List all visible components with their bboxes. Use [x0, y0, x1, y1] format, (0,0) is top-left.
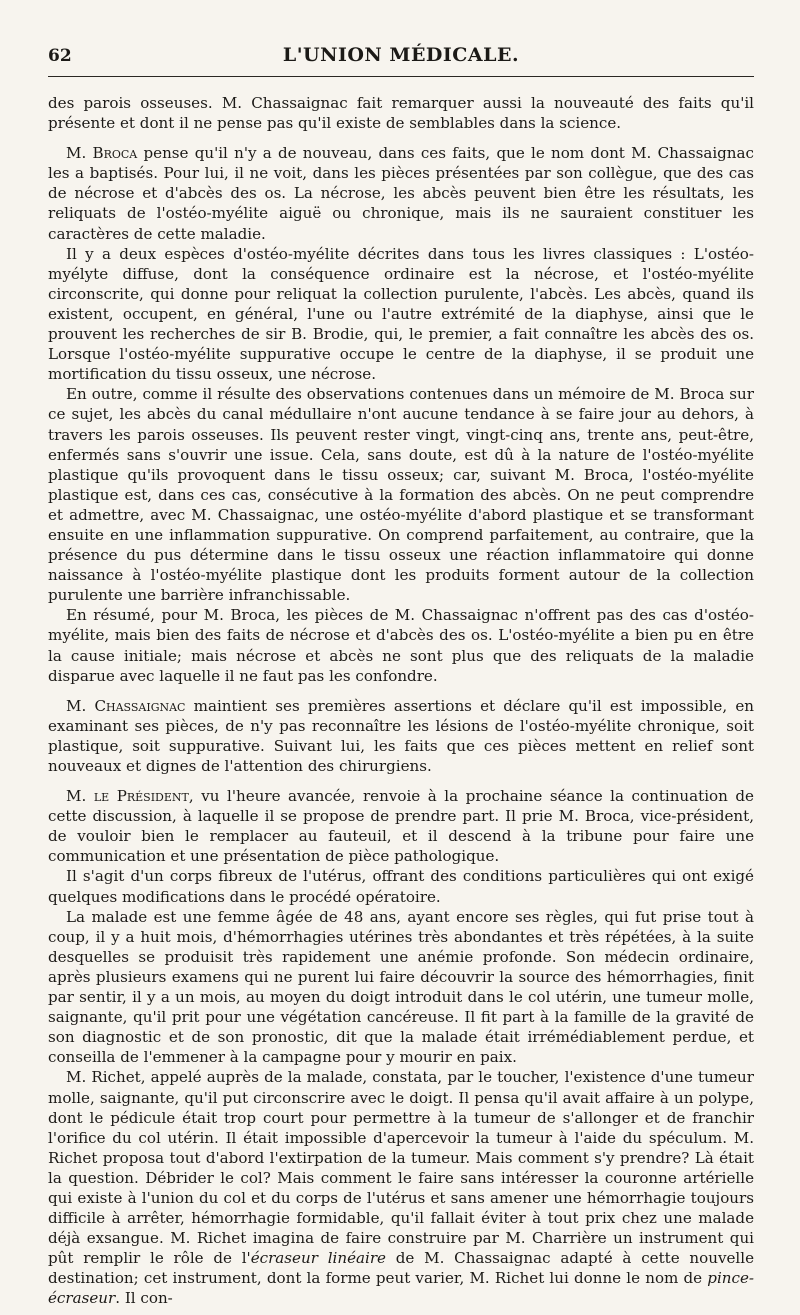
paragraph-text: pense qu'il n'y a de nouveau, dans ces faits, que le nom dont M. Chassaignac les a baptisés. Pour lui, il ne voit, dans les pièces présentées par son collègue, que des cas de nécrose et d'abcès des os. La nécrose, les abcès peuvent bien être les résultats, les reliquats de l'ostéo-myélite aiguë ou chronique, mais ils ne sauraient constituer les caractères de cette maladie.: [48, 144, 754, 243]
page-number: 62: [48, 46, 72, 66]
paragraph: [48, 786, 754, 866]
paragraph-text: de M. Chassaignac adapté à cette nouvelle destination; cet instrument, dont la forme peut varier, M. Richet lui donne le nom de: [48, 1249, 755, 1288]
paragraph-text: En outre, comme il résulte des observations contenues dans un mémoire de M. Broca sur ce sujet, les abcès du canal médullaire n'ont aucune tendance à se faire jour au dehors, à travers les parois osseuses. Ils peuvent rester vingt, vingt-cinq ans, trente ans, peut-être, enfermés sans s'ouvrir une issue. Cela, sans doute, est dû à la nature de l'ostéo-myélite plastique qu'ils provoquent dans le tissu osseux; car, suivant M. Broca, l'ostéo-myélite plastique est, dans ces cas, consécutive à la formation des abcès. On ne peut comprendre et admettre, avec M. Chassaignac, une ostéo-myélite d'abord plastique et se transformant ensuite en une inflammation suppurative. On comprend parfaitement, au contraire, que la présence du pus détermine dans le tissu osseux une réaction inflammatoire qui donne naissance à l'ostéo-myélite plastique dont les produits forment autour de la collection purulente une barrière infranchissable.: [48, 385, 754, 605]
paragraph-text: des parois osseuses. M. Chassaignac fait remarquer aussi la nouveauté des faits qu'il présente et dont il ne pense pas qu'il existe de semblables dans la science.: [48, 94, 754, 133]
paragraph: [48, 866, 754, 906]
emphasis-text: écraseur linéaire: [250, 1249, 386, 1268]
paragraph-text: La malade est une femme âgée de 48 ans, ayant encore ses règles, qui fut prise tout à coup, il y a huit mois, d'hémorrhagies utérines très abondantes et très répétées, à la suite desquelles se produisit très rapidement une anémie profonde. Son médecin ordinaire, après plusieurs examens qui ne purent lui faire découvrir la source des hémorrhagies, finit par sentir, il y a un mois, au moyen du doigt introduit dans le col utérin, une tumeur molle, saignante, qu'il prit pour une végétation cancéreuse. Il fit part à la famille de la gravité de son diagnostic et de son pronostic, dit que la malade était irrémédiablement perdue, et conseilla de l'emmener à la campagne pour y mourir en paix.: [48, 907, 754, 1067]
paragraph-text: Il y a deux espèces d'ostéo-myélite décrites dans tous les livres classiques : L'ostéo-myélyte diffuse, dont la conséquence ordinaire est la nécrose, et l'ostéo-myélite circonscrite, qui donne pour reliquat la collection purulente, l'abcès. Les abcès, quand ils existent, occupent, en général, l'une ou l'autre extrémité de la diaphyse, ainsi que le prouvent les recherches de sir B. Brodie, qui, le premier, a fait connaître les abcès des os. Lorsque l'ostéo-myélite suppurative occupe le centre de la diaphyse, il se produit une mortification du tissu osseux, une nécrose.: [48, 244, 754, 384]
paragraph-text: maintient ses premières assertions et déclare qu'il est impossible, en examinant ses pièces, de n'y pas reconnaître les lésions de l'ostéo-myélite chronique, soit plastique, soit suppurative. Suivant lui, les faits que ces pièces mettent en relief sont nouveaux et dignes de l'attention des chirurgiens.: [48, 696, 754, 775]
paragraph: [48, 1067, 754, 1308]
paragraph: [48, 244, 754, 385]
speaker-name: Chassaignac: [94, 696, 186, 715]
paragraph: [48, 605, 754, 685]
speaker-name: Broca: [92, 144, 138, 163]
paragraph: [48, 143, 754, 243]
paragraph: [48, 384, 754, 605]
paragraph-text: M. Richet, appelé auprès de la malade, constata, par le toucher, l'existence d'une tumeur molle, saignante, qu'il put circonscrire avec le doigt. Il pensa qu'il avait affaire à un polype, dont le pédicule était trop court pour permettre à la tumeur de s'allonger et de franchir l'orifice du col utérin. Il était impossible d'apercevoir la tumeur à l'aide du spéculum. M. Richet proposa tout d'abord l'extirpation de la tumeur. Mais comment s'y prendre? Là était la question. Débrider le col? Mais comment le faire sans intéresser la couronne artérielle qui existe à l'union du col et du corps de l'utérus et sans amener une hémorrhagie toujours difficile à arrêter, hémorrhagie formidable, qu'il fallait éviter à tout prix chez une malade déjà exsangue. M. Richet imagina de faire construire par M. Charrière un instrument qui pût remplir le rôle de l': [48, 1068, 754, 1268]
paragraph-text: M.: [66, 696, 95, 715]
paragraph: [48, 696, 754, 776]
paragraph-text: . Il con-: [115, 1289, 173, 1308]
emphasis-text: pince-écraseur: [48, 1269, 754, 1308]
paragraph-text: M.: [66, 144, 93, 163]
paragraph: [48, 93, 754, 133]
paragraph-text: Il s'agit d'un corps fibreux de l'utérus, offrant des conditions particulières qui ont exigé quelques modifications dans le procédé opératoire.: [48, 867, 754, 906]
paragraph-text: , vu l'heure avancée, renvoie à la prochaine séance la continuation de cette discussion, à laquelle il se propose de prendre part. Il prie M. Broca, vice-président, de vouloir bien le remplacer au fauteuil, et il descend à la tribune pour faire une communication et une présentation de pièce pathologique.: [48, 787, 754, 866]
article-body: [48, 93, 754, 1309]
paragraph-text: En résumé, pour M. Broca, les pièces de M. Chassaignac n'offrent pas des cas d'ostéo-myélite, mais bien des faits de nécrose et d'abcès des os. L'ostéo-myélite a bien pu en être la cause initiale; mais nécrose et abcès ne sont plus que des reliquats de la maladie disparue avec laquelle il ne faut pas les confondre.: [48, 606, 754, 685]
paragraph-text: M.: [66, 787, 94, 806]
page-header: [48, 40, 754, 77]
paragraph: [48, 907, 754, 1068]
running-title: L'UNION MÉDICALE.: [282, 44, 520, 66]
speaker-name: le Président: [93, 787, 189, 806]
